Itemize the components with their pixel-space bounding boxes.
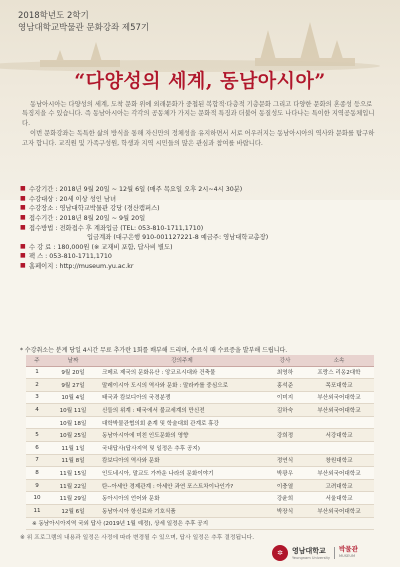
course-header (18, 10, 149, 34)
square-bullet-icon: ■ (20, 262, 26, 270)
square-bullet-icon: ■ (20, 214, 26, 222)
table-row (26, 505, 374, 518)
cell-affiliation: 목포대학교 (304, 379, 374, 392)
cell-topic: 태국과 캄보디아의 국경분쟁 (98, 391, 266, 404)
column-header-week: 주 (26, 355, 48, 366)
info-item: ■ 접수기간 : 2018년 8월 20일 ~ 9월 20일 (20, 214, 146, 223)
table-note-row (26, 517, 374, 530)
table-row (26, 379, 374, 392)
cell-affiliation: 부산외국어대학교 (304, 505, 374, 518)
schedule-table (26, 355, 374, 530)
cell-week: 11 (26, 505, 48, 518)
cell-lecturer: 강희정 (266, 429, 304, 442)
cell-affiliation: 고려대학교 (304, 479, 374, 492)
table-row (26, 404, 374, 417)
cell-lecturer (266, 442, 304, 455)
table-note: ※ 동남아시아지역 국외 답사 (2019년 1월 예정), 상세 일정은 추후 공지 (26, 517, 374, 530)
cell-affiliation: 부산외국어대학교 (304, 467, 374, 480)
cell-affiliation: 서강대학교 (304, 429, 374, 442)
logo-name: 영남대학교 Yeungnam University (292, 547, 331, 560)
course-info-list (20, 184, 380, 270)
cell-week: 3 (26, 391, 48, 404)
cell-topic: 동남아시아에 미친 인도문화의 영향 (98, 429, 266, 442)
logo-museum: 박물관 MUSEUM (339, 545, 358, 558)
cell-lecturer: 박광우 (266, 467, 304, 480)
column-header-topic: 강의주제 (98, 355, 266, 366)
cell-week: 1 (26, 366, 48, 379)
cell-topic: 신들의 위계 : 태국에서 불교세계의 만신전 (98, 404, 266, 417)
semester-label: 2018학년도 2학기 (18, 11, 89, 21)
cell-lecturer: 김하숙 (266, 404, 304, 417)
column-header-date: 날짜 (48, 355, 98, 366)
cancellation-notice: * 수강취소는 분계 당일 4시간 무료 추가란 1회를 배부해 드리며, 수료식 때 수료증을 발부해 드립니다. (20, 347, 288, 354)
homepage-link[interactable]: 홈페이지 : http://museum.yu.ac.kr (29, 263, 134, 271)
table-row (26, 492, 374, 505)
cell-lecturer: 홍석준 (266, 379, 304, 392)
cell-date: 11월 1일 (48, 442, 98, 455)
university-logo (272, 545, 358, 561)
cell-lecturer: 박장식 (266, 505, 304, 518)
square-bullet-icon: ■ (20, 185, 26, 193)
cell-affiliation: 부산외국어대학교 (304, 391, 374, 404)
cell-lecturer: 정연식 (266, 454, 304, 467)
square-bullet-icon: ■ (20, 242, 26, 250)
cell-week: 2 (26, 379, 48, 392)
table-row (26, 391, 374, 404)
cell-date: 10월 4일 (48, 391, 98, 404)
cell-date: 10월 25일 (48, 429, 98, 442)
table-body (26, 366, 374, 530)
info-item: ■ 팩 스 : 053-810-1711,1710 (20, 252, 112, 261)
square-bullet-icon: ■ (20, 223, 26, 231)
cell-week: 7 (26, 454, 48, 467)
info-item: ■ 수강기간 : 2018년 9월 20일 ~ 12월 6일 (매주 목요일 오후 2시~4시 30분) (20, 185, 243, 194)
course-series-label: 영남대학교박물관 문화강좌 제57기 (18, 23, 150, 33)
table-row (26, 467, 374, 480)
cell-lecturer: 최영하 (266, 366, 304, 379)
table-row (26, 416, 374, 429)
cell-date: 9월 20일 (48, 366, 98, 379)
info-item: ■ 접수방법 : 전화접수 후 계좌입금 (TEL: 053-810-1711,1710) (20, 223, 204, 232)
square-bullet-icon: ■ (20, 204, 26, 212)
cell-date: 10월 11일 (48, 404, 98, 417)
column-header-affiliation: 소속 (304, 355, 374, 366)
column-header-lecturer: 강사 (266, 355, 304, 366)
cell-lecturer: 이미지 (266, 391, 304, 404)
cell-affiliation: 서울대학교 (304, 492, 374, 505)
info-item-account: 입금계좌 (대구은행 910-001127221-8 예금주: 영남대학교총장) (87, 234, 269, 242)
cell-topic: 말레이시아 도시의 역사와 문화 : 말라카를 중심으로 (98, 379, 266, 392)
cell-date: 9월 27일 (48, 379, 98, 392)
cell-date: 11월 15일 (48, 467, 98, 480)
cell-week: 8 (26, 467, 48, 480)
table-row (26, 429, 374, 442)
intro-paragraph: 동남아시아는 다양성의 세계, 도착 문화 위에 외래문화가 중첩된 복합적·다층적 기층문화 그리고 다양한 문화의 혼종성 등으로 특징지을 수 있습니다. 즉 동남아시아는 각각의 공동체가 가지는 문화적 특징과 더불어 동질성도 나다나는 특이한 지역공동체입니다. (22, 101, 375, 127)
cell-affiliation (304, 442, 374, 455)
cell-date: 11월 22일 (48, 479, 98, 492)
cell-lecturer: 이충열 (266, 479, 304, 492)
cell-topic: 인도네시아, 말교도 가까운 나라의 문화이야기 (98, 467, 266, 480)
university-seal-icon: ✲ (272, 545, 288, 561)
cell-affiliation: 창원대학교 (304, 454, 374, 467)
cell-date: 10월 18일 (48, 416, 98, 429)
cell-affiliation (304, 416, 374, 429)
cell-week: 6 (26, 442, 48, 455)
cell-affiliation: 프랑스 리옹2대학 (304, 366, 374, 379)
table-row (26, 479, 374, 492)
footnote: ※ 위 프로그램의 내용과 일정은 사정에 따라 변경될 수 있으며, 답사 일정은 추후 결정됩니다. (20, 535, 255, 541)
page-title: “다양성의 세계, 동남아시아” (74, 70, 326, 92)
cell-date: 12월 6일 (48, 505, 98, 518)
cell-week (26, 416, 48, 429)
cell-topic: 탄--아세안 경제관계 : 아세안 과연 포스트차이나인가? (98, 479, 266, 492)
cell-week: 5 (26, 429, 48, 442)
table-header-row (26, 355, 374, 366)
info-item: ■ 수 강 료 : 180,000원 (※ 교재비 포함, 답사비 별도) (20, 242, 173, 251)
square-bullet-icon: ■ (20, 252, 26, 260)
table-row (26, 442, 374, 455)
cell-topic: 동아시아의 언어와 문화 (98, 492, 266, 505)
info-item (20, 261, 380, 271)
cell-lecturer: 강윤희 (266, 492, 304, 505)
cell-week: 10 (26, 492, 48, 505)
cell-topic: 국내답사(답사지역 및 일정은 추후 공지) (98, 442, 266, 455)
intro-text (22, 100, 378, 149)
cell-topic: 대학박물관협의회 춘계 및 학술대회 관계로 휴강 (98, 416, 266, 429)
cell-week: 4 (26, 404, 48, 417)
table-row (26, 454, 374, 467)
cell-lecturer (266, 416, 304, 429)
cell-affiliation: 부산외국어대학교 (304, 404, 374, 417)
info-item: ■ 수강장소 : 영남대학교박물관 강당 (경산캠퍼스) (20, 204, 160, 213)
logo-divider (334, 547, 335, 559)
intro-paragraph: 이번 문화강좌는 독특한 삶의 방식을 통해 자신만의 정체성을 유지하면서 서로 어우러지는 동남아시아의 역사와 문화를 탐구하고자 합니다. 교직원 및 가족구성원, 학생과 지역 시민들의 많은 관심과 참여를 바랍니다. (22, 130, 375, 147)
table-row (26, 366, 374, 379)
cell-date: 11월 29일 (48, 492, 98, 505)
cell-topic: 캄보디아의 역사와 문화 (98, 454, 266, 467)
cell-date: 11월 8일 (48, 454, 98, 467)
cell-topic: 크메르 제국의 문화유산 : 앙코르시대와 건축물 (98, 366, 266, 379)
info-item: ■ 수강대상 : 20세 이상 성인 남녀 (20, 194, 117, 203)
cell-topic: 동남아시아 항신료와 기호식품 (98, 505, 266, 518)
cell-week: 9 (26, 479, 48, 492)
square-bullet-icon: ■ (20, 194, 26, 202)
